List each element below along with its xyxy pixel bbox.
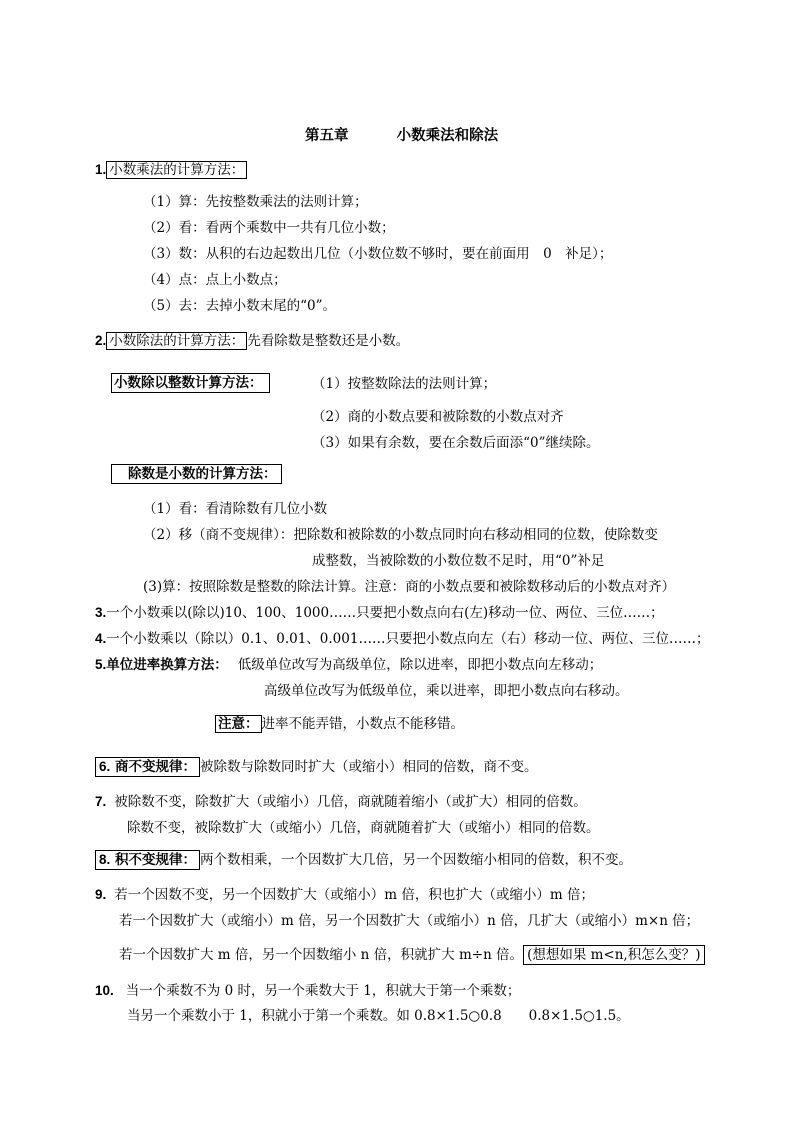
section-number: 1. [95, 162, 107, 177]
list-item: （1）看：看清除数有几位小数 [143, 501, 328, 517]
section-5 [95, 656, 602, 674]
list-item: （1）算：先按整数乘法的法则计算； [143, 194, 368, 210]
section-number: 10. [95, 983, 114, 998]
list-item: （3）数：从积的右边起数出几位（小数位数不够时，要在前面用 0 补足）； [143, 246, 613, 262]
section-heading: 单位进率换算方法： [106, 657, 228, 673]
list-item: （2）移（商不变规律）：把除数和被除数的小数点同时向右移动相同的位数，使除数变 [143, 527, 658, 543]
boxed-question: (想想如果 m<n,积怎么变？) [523, 945, 704, 965]
boxed-heading [95, 850, 200, 870]
note-label: 注意： [215, 715, 262, 733]
section-number: 8. [99, 852, 111, 867]
list-item: （4）点：点上小数点； [143, 272, 287, 288]
list-item: （2）看：看两个乘数中一共有几位小数； [143, 220, 395, 236]
section-text: 低级单位改写为高级单位，除以进率，即把小数点向左移动； [237, 657, 603, 673]
page-title [305, 127, 498, 145]
boxed-heading: 小数除以整数计算方法： [111, 373, 270, 393]
section-5-line-2: 高级单位改写为低级单位，乘以进率，即把小数点向右移动。 [264, 683, 629, 699]
list-item: （1）按整数除法的法则计算； [312, 376, 497, 392]
section-7 [95, 793, 587, 811]
note [215, 715, 464, 733]
section-text: 若一个因数不变，另一个因数扩大（或缩小）m 倍，积也扩大（或缩小）m 倍； [114, 887, 594, 903]
list-item: （5）去：去掉小数末尾的“0”。 [143, 298, 336, 314]
list-item: （3）如果有余数，要在余数后面添“0”继续除。 [312, 435, 600, 451]
section-text: 被除数与除数同时扩大（或缩小）相同的倍数，商不变。 [199, 759, 538, 775]
section-7-line-2: 除数不变，被除数扩大（或缩小）几倍，商就随着扩大（或缩小）相同的倍数。 [127, 820, 600, 836]
section-8 [95, 851, 632, 869]
section-text: 若一个因数扩大 m 倍，另一个因数缩小 n 倍，积就扩大 m÷n 倍。 [119, 947, 524, 963]
section-number: 7. [95, 794, 107, 809]
section-9-line-3 [119, 946, 705, 964]
section-4 [95, 630, 709, 648]
section-number: 4. [95, 631, 107, 646]
section-number: 2. [95, 333, 107, 348]
section-number: 3. [95, 605, 107, 620]
boxed-heading: 小数除法的计算方法： [106, 332, 247, 350]
list-item: (3)算：按照除数是整数的除法计算。注意：商的小数点要和被除数移动后的小数点对齐） [143, 579, 676, 595]
section-text: 先看除数是整数还是小数。 [247, 333, 410, 349]
section-number: 9. [95, 887, 107, 902]
chapter-label: 第五章 [305, 127, 349, 144]
section-text: 一个小数乘以(除以)10、100、1000……只要把小数点向右(左)移动一位、两位、三位……； [106, 605, 664, 621]
section-10 [95, 982, 520, 1000]
heading-text: 商不变规律： [114, 759, 196, 775]
boxed-heading: 除数是小数的计算方法： [111, 464, 282, 484]
list-item: 成整数，当被除数的小数位数不足时，用“0”补足 [312, 553, 605, 569]
chapter-name: 小数乘法和除法 [396, 127, 499, 144]
boxed-heading: 小数乘法的计算方法： [106, 161, 247, 179]
section-9-line-2: 若一个因数扩大（或缩小）m 倍，另一个因数扩大（或缩小）n 倍，几扩大（或缩小）m×n 倍； [119, 913, 700, 929]
section-1-heading [95, 161, 247, 179]
section-3 [95, 604, 664, 622]
section-text: 一个小数乘以（除以）0.1、0.01、0.001……只要把小数点向左（右）移动一位、两位、三位……； [106, 631, 710, 647]
sub-heading-int-divisor [111, 374, 270, 392]
section-text: 被除数不变，除数扩大（或缩小）几倍，商就随着缩小（或扩大）相同的倍数。 [114, 794, 587, 810]
list-item: （2）商的小数点要和被除数的小数点对齐 [312, 409, 564, 425]
heading-text: 积不变规律： [114, 852, 196, 868]
section-text: 两个数相乘，一个因数扩大几倍，另一个因数缩小相同的倍数，积不变。 [199, 852, 632, 868]
section-10-line-2: 当另一个乘数小于 1，积就小于第一个乘数。如 0.8×1.5○0.8 0.8×1.5○1.5。 [127, 1008, 630, 1024]
section-9 [95, 886, 594, 904]
boxed-heading [95, 757, 200, 777]
section-text: 当一个乘数不为 0 时，另一个乘数大于 1，积就大于第一个乘数； [125, 983, 521, 999]
section-2-heading [95, 332, 409, 350]
sub-heading-decimal-divisor [111, 465, 282, 483]
section-number: 5. [95, 657, 107, 672]
section-6 [95, 758, 537, 776]
section-number: 6. [99, 759, 111, 774]
note-text: 进率不能弄错，小数点不能移错。 [261, 716, 464, 732]
